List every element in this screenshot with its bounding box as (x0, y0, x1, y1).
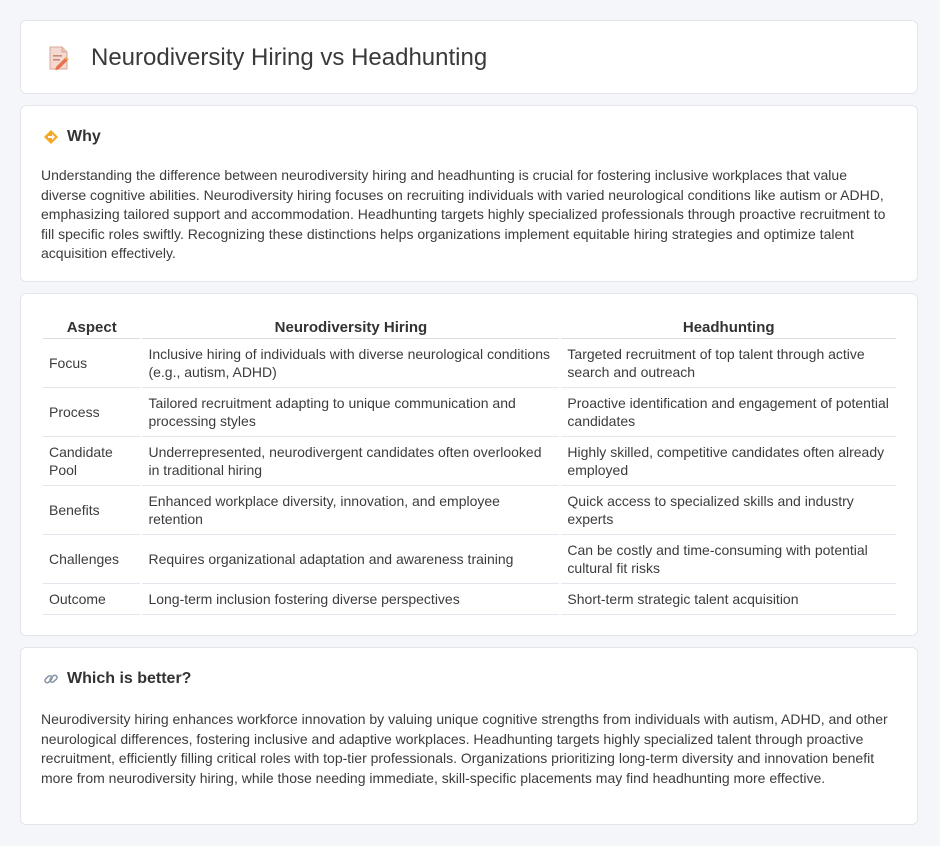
header-neurodiversity: Neurodiversity Hiring (142, 316, 559, 339)
row-neurodiversity: Enhanced workplace diversity, innovation, and employee retention (142, 486, 559, 535)
header-card (20, 20, 918, 94)
comparison-card (20, 293, 918, 636)
table-row (43, 388, 896, 437)
comparison-table (41, 316, 898, 615)
diamond-warning-icon (43, 129, 59, 145)
row-aspect: Benefits (43, 486, 140, 535)
row-headhunting: Highly skilled, competitive candidates often already employed (561, 437, 896, 486)
row-headhunting: Proactive identification and engagement of potential candidates (561, 388, 896, 437)
table-row (43, 486, 896, 535)
row-headhunting: Targeted recruitment of top talent through active search and outreach (561, 339, 896, 388)
row-neurodiversity: Requires organizational adaptation and awareness training (142, 535, 559, 584)
row-neurodiversity: Inclusive hiring of individuals with diverse neurological conditions (e.g., autism, ADHD) (142, 339, 559, 388)
table-row (43, 437, 896, 486)
table-row (43, 584, 896, 615)
why-heading (43, 128, 101, 146)
table-header-row (43, 316, 896, 339)
row-neurodiversity: Underrepresented, neurodivergent candidates often overlooked in traditional hiring (142, 437, 559, 486)
row-neurodiversity: Tailored recruitment adapting to unique communication and processing styles (142, 388, 559, 437)
document-edit-icon (47, 45, 71, 71)
row-aspect: Focus (43, 339, 140, 388)
why-title: Why (67, 128, 101, 145)
row-headhunting: Quick access to specialized skills and industry experts (561, 486, 896, 535)
link-icon (43, 671, 59, 687)
header-aspect: Aspect (43, 316, 140, 339)
page-title: Neurodiversity Hiring vs Headhunting (91, 44, 488, 71)
row-headhunting: Short-term strategic talent acquisition (561, 584, 896, 615)
row-aspect: Outcome (43, 584, 140, 615)
table-row (43, 339, 896, 388)
title-row (47, 43, 487, 73)
why-text: Understanding the difference between neurodiversity hiring and headhunting is crucial for fostering inclusive workplaces that value diverse cognitive abilities. Neurodiversity hiring focuses on recruiting individuals with varied neurological conditions like autism or ADHD, emphasizing tailored support and accommodation. Headhunting targets highly specialized professionals through proactive recruitment to fill specific roles swiftly. Recognizing these distinctions helps organizations implement equitable hiring strategies and optimize talent acquisition effectively. (41, 167, 886, 261)
row-aspect: Process (43, 388, 140, 437)
row-aspect: Challenges (43, 535, 140, 584)
better-heading (43, 670, 191, 688)
table-row (43, 535, 896, 584)
better-title: Which is better? (67, 670, 192, 687)
better-text: Neurodiversity hiring enhances workforce innovation by valuing unique cognitive strengths from individuals with autism, ADHD, and other neurological differences, fostering inclusive and adaptive workplaces. Headhunting targets highly specialized talent through proactive recruitment, efficiently filling critical roles with top-tier professionals. Organizations prioritizing long-term diversity and innovation benefit more from neurodiversity hiring, while those needing immediate, skill-specific placements may find headhunting more effective. (41, 711, 888, 786)
row-neurodiversity: Long-term inclusion fostering diverse perspectives (142, 584, 559, 615)
which-better-card (20, 647, 918, 825)
row-headhunting: Can be costly and time-consuming with potential cultural fit risks (561, 535, 896, 584)
why-card (20, 105, 918, 282)
row-aspect: Candidate Pool (43, 437, 140, 486)
header-headhunting: Headhunting (561, 316, 896, 339)
